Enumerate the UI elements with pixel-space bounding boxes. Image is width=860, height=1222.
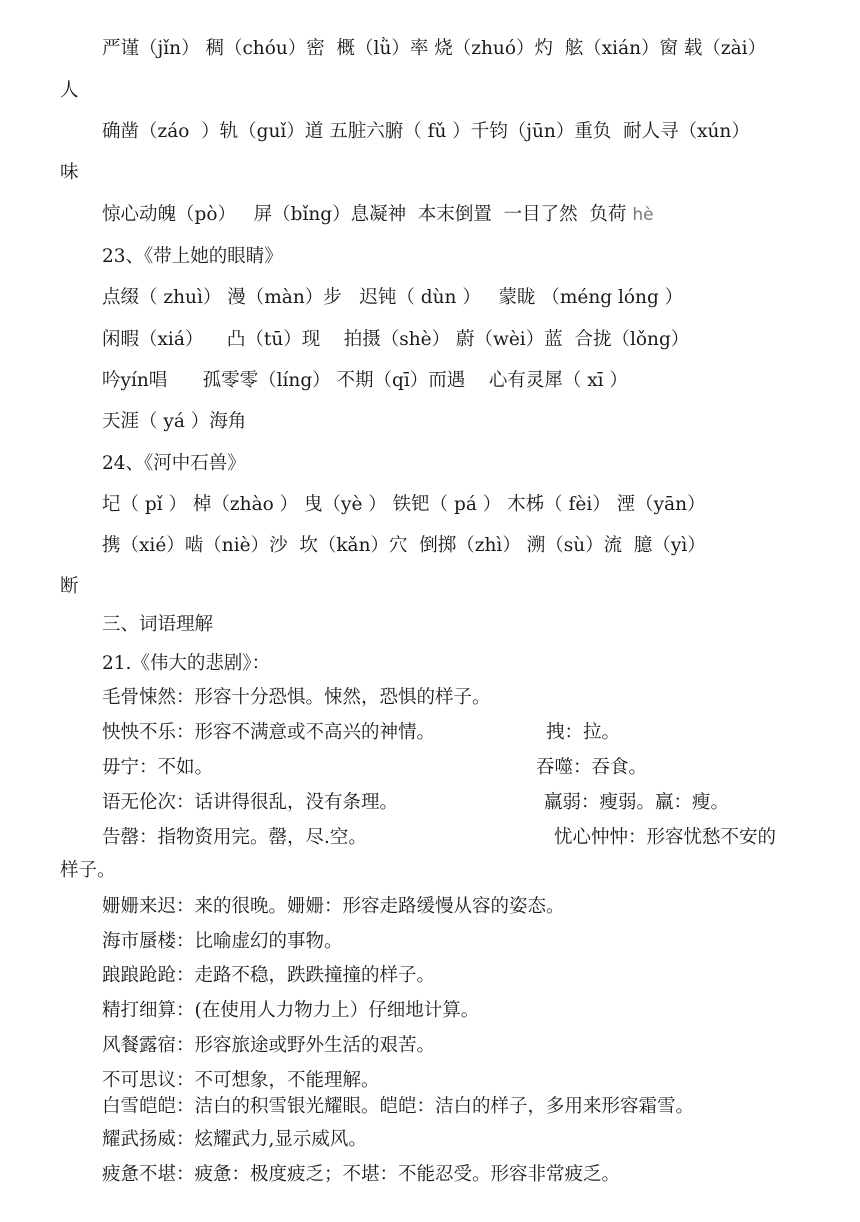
pinyin-line-23-4: 天涯（ yá ）海角 <box>102 411 247 432</box>
vocab-entry: 海市蜃楼：比喻虚幻的事物。 <box>102 931 343 952</box>
pinyin-line-3-trail: hè <box>632 205 654 225</box>
pinyin-line-24-1: 圮（ pǐ ） 棹（zhào ） 曳（yè ） 铁钯（ pá ） 木柹（ fèi） 湮（yān） <box>102 494 706 515</box>
vocab-entry: 语无伦次：话讲得很乱，没有条理。 <box>102 792 399 813</box>
vocab-entry: 疲惫不堪：疲惫：极度疲乏；不堪：不能忍受。形容非常疲乏。 <box>102 1164 621 1185</box>
vocab-entry: 怏怏不乐：形容不满意或不高兴的神情。 <box>102 722 436 743</box>
pinyin-line-24-2-wrap: 断 <box>60 576 79 597</box>
section-title-24: 24、《河中石兽》 <box>102 453 246 474</box>
vocab-entry: 白雪皑皑：洁白的积雪银光耀眼。皑皑：洁白的样子，多用来形容霜雪。 <box>102 1096 695 1117</box>
vocab-entry: 毛骨悚然：形容十分恐惧。悚然，恐惧的样子。 <box>102 687 491 708</box>
vocab-entry-wrap: 样子。 <box>60 860 116 881</box>
vocab-subheading: 21.《伟大的悲剧》： <box>102 653 271 674</box>
vocab-entry: 忧心忡忡：形容忧愁不安的 <box>554 827 777 848</box>
pinyin-line-1: 严谨（jǐn） 稠（chóu）密 概（lǜ）率 烧（zhuó）灼 舷（xián）窗 载（zài） <box>102 38 767 59</box>
vocab-entry: 拽：拉。 <box>546 722 621 743</box>
vocab-entry: 羸弱：瘦弱。羸：瘦。 <box>544 792 730 813</box>
pinyin-line-23-2: 闲暇（xiá） 凸（tū）现 拍摄（shè） 蔚（wèi）蓝 合拢（lǒng） <box>102 329 690 350</box>
vocab-entry: 毋宁：不如。 <box>102 757 214 778</box>
pinyin-line-23-1: 点缀（ zhuì） 漫（màn）步 迟钝（ dùn ） 蒙眬 （méng lóng ） <box>102 287 684 308</box>
pinyin-line-2: 确凿（záo ）轨（guǐ）道 五脏六腑（ fǔ ）千钧（jūn）重负 耐人寻（xún） <box>102 121 750 142</box>
vocab-entry: 精打细算：(在使用人力物力上）仔细地计算。 <box>102 1000 480 1021</box>
vocab-entry: 风餐露宿：形容旅途或野外生活的艰苦。 <box>102 1035 436 1056</box>
vocab-heading: 三、词语理解 <box>102 614 214 635</box>
vocab-entry: 姗姗来迟：来的很晚。姗姗：形容走路缓慢从容的姿态。 <box>102 896 565 917</box>
section-title-23: 23、《带上她的眼睛》 <box>102 246 283 267</box>
pinyin-line-3-text: 惊心动魄（pò） 屏（bǐng）息凝神 本末倒置 一目了然 负荷 <box>102 204 627 225</box>
pinyin-line-3 <box>102 206 654 225</box>
vocab-entry: 不可思议：不可想象，不能理解。 <box>102 1070 380 1091</box>
vocab-entry: 踉踉跄跄：走路不稳，跌跌撞撞的样子。 <box>102 965 436 986</box>
vocab-entry: 告罄：指物资用完。罄，尽.空。 <box>102 827 367 848</box>
pinyin-line-2-wrap: 味 <box>60 162 79 183</box>
vocab-entry: 耀武扬威：炫耀武力,显示威风。 <box>102 1129 367 1150</box>
pinyin-line-23-3: 吟yín唱 孤零零（líng） 不期（qī）而遇 心有灵犀（ xī ） <box>102 370 628 391</box>
pinyin-line-24-2: 携（xié）啮（niè）沙 坎（kǎn）穴 倒掷（zhì） 溯（sù）流 臆（yì） <box>102 535 706 556</box>
pinyin-line-1-wrap: 人 <box>60 80 79 101</box>
vocab-entry: 吞噬：吞食。 <box>536 757 648 778</box>
